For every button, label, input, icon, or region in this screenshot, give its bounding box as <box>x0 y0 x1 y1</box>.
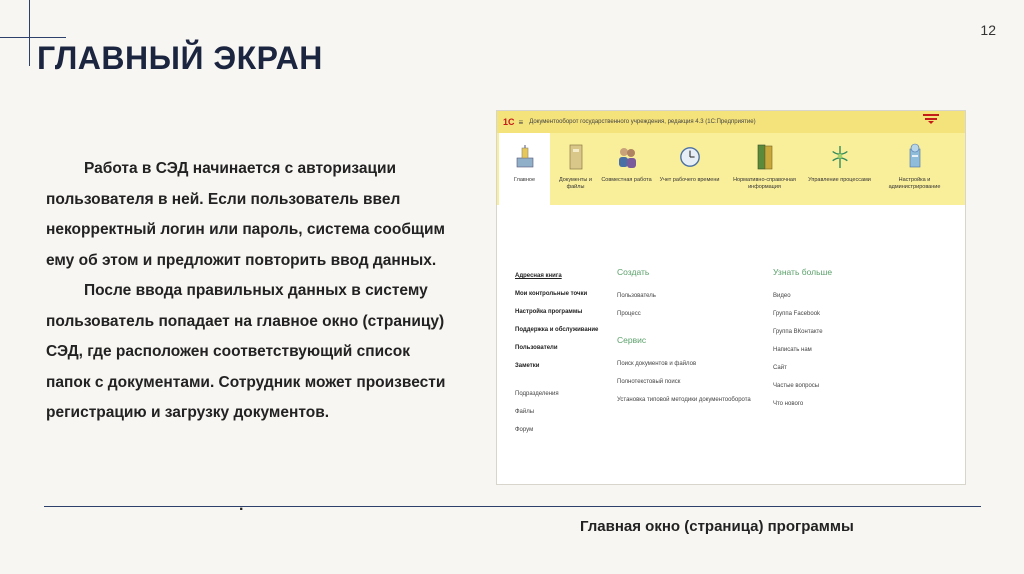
learn-site-link[interactable]: Сайт <box>773 365 787 371</box>
app-window-title: Документооборот государственного учреждения, редакция 4.3 (1С:Предприятие) <box>529 119 756 125</box>
app-main-area <box>497 205 965 485</box>
page-number: 12 <box>980 22 996 38</box>
process-icon <box>829 143 851 171</box>
corner-line-vertical <box>29 0 30 66</box>
navigation-column <box>515 267 615 439</box>
learn-faq-link[interactable]: Частые вопросы <box>773 383 820 389</box>
create-process-link[interactable]: Процесс <box>617 311 641 317</box>
settings-icon <box>904 143 926 171</box>
people-icon <box>616 143 638 171</box>
nav-link-departments[interactable]: Подразделения <box>515 391 559 397</box>
tab-collaboration[interactable] <box>601 133 652 205</box>
menu-icon[interactable]: ≡ <box>518 117 524 127</box>
nav-link-address-book[interactable]: Адресная книга <box>515 273 562 279</box>
bottom-divider <box>44 506 981 507</box>
home-icon <box>514 143 536 171</box>
paragraph-1: Работа в СЭД начинается с авторизации пользователя в ней. Если пользователь ввел некорректный логин или пароль, система сообщим ему об этом и предложит повторить ввод данных. <box>46 160 446 269</box>
tab-process-management-label: Управление процессами <box>808 177 871 183</box>
tab-settings-label: Настройка и администрирование <box>888 177 941 190</box>
section-toolbar <box>497 133 965 205</box>
nav-link-forum[interactable]: Форум <box>515 427 534 433</box>
tab-time-tracking[interactable] <box>652 133 727 205</box>
tab-settings[interactable] <box>877 133 952 205</box>
create-service-column <box>617 265 777 409</box>
nav-link-users[interactable]: Пользователи <box>515 345 558 351</box>
nav-link-program-settings[interactable]: Настройка программы <box>515 309 583 315</box>
app-logo: 1С <box>503 117 515 127</box>
nav-link-control-points[interactable]: Мои контрольные точки <box>515 291 588 297</box>
clock-icon <box>679 143 701 171</box>
tab-reference-info[interactable] <box>727 133 802 205</box>
figure-caption: Главная окно (страница) программы <box>580 518 854 535</box>
slide-title: ГЛАВНЫЙ ЭКРАН <box>37 40 323 76</box>
learn-whats-new-link[interactable]: Что нового <box>773 401 804 407</box>
service-search-link[interactable]: Поиск документов и файлов <box>617 361 697 367</box>
folder-icon <box>565 143 587 171</box>
learn-facebook-link[interactable]: Группа Facebook <box>773 311 821 317</box>
nav-link-support[interactable]: Поддержка и обслуживание <box>515 327 599 333</box>
tab-documents[interactable] <box>550 133 601 205</box>
tab-process-management[interactable] <box>802 133 877 205</box>
notification-icon[interactable] <box>923 114 939 124</box>
paragraph-2: После ввода правильных данных в систему пользователь попадает на главное окно (страницу) СЭД, где расположен соответствующий список папок с документами. Сотрудник может произвести регистрацию и загрузку документов. <box>46 282 446 421</box>
app-screenshot <box>496 110 966 485</box>
tab-main-label: Главное <box>513 177 535 183</box>
books-icon <box>754 143 776 171</box>
body-text <box>46 154 446 429</box>
corner-line-horizontal <box>0 37 66 38</box>
service-fulltext-link[interactable]: Полнотекстовый поиск <box>617 379 681 385</box>
learn-video-link[interactable]: Видео <box>773 293 791 299</box>
learn-more-column <box>773 265 923 413</box>
tab-time-tracking-label: Учет рабочего времени <box>659 177 720 183</box>
service-methodology-link[interactable]: Установка типовой методики документооборота <box>617 397 751 403</box>
nav-link-files[interactable]: Файлы <box>515 409 535 415</box>
service-header: Сервис <box>617 335 647 345</box>
tab-collaboration-label: Совместная работа <box>601 177 652 183</box>
tab-reference-info-label: Нормативно-справочная информация <box>733 177 796 190</box>
create-user-link[interactable]: Пользователь <box>617 293 656 299</box>
learn-more-header: Узнать больше <box>773 267 833 277</box>
app-titlebar <box>497 111 965 133</box>
nav-link-notes[interactable]: Заметки <box>515 363 540 369</box>
learn-vkontakte-link[interactable]: Группа ВКонтакте <box>773 329 823 335</box>
tab-documents-label: Документы и файлы <box>559 177 592 190</box>
create-header: Создать <box>617 267 650 277</box>
tab-main[interactable] <box>499 133 550 205</box>
learn-write-us-link[interactable]: Написать нам <box>773 347 812 353</box>
